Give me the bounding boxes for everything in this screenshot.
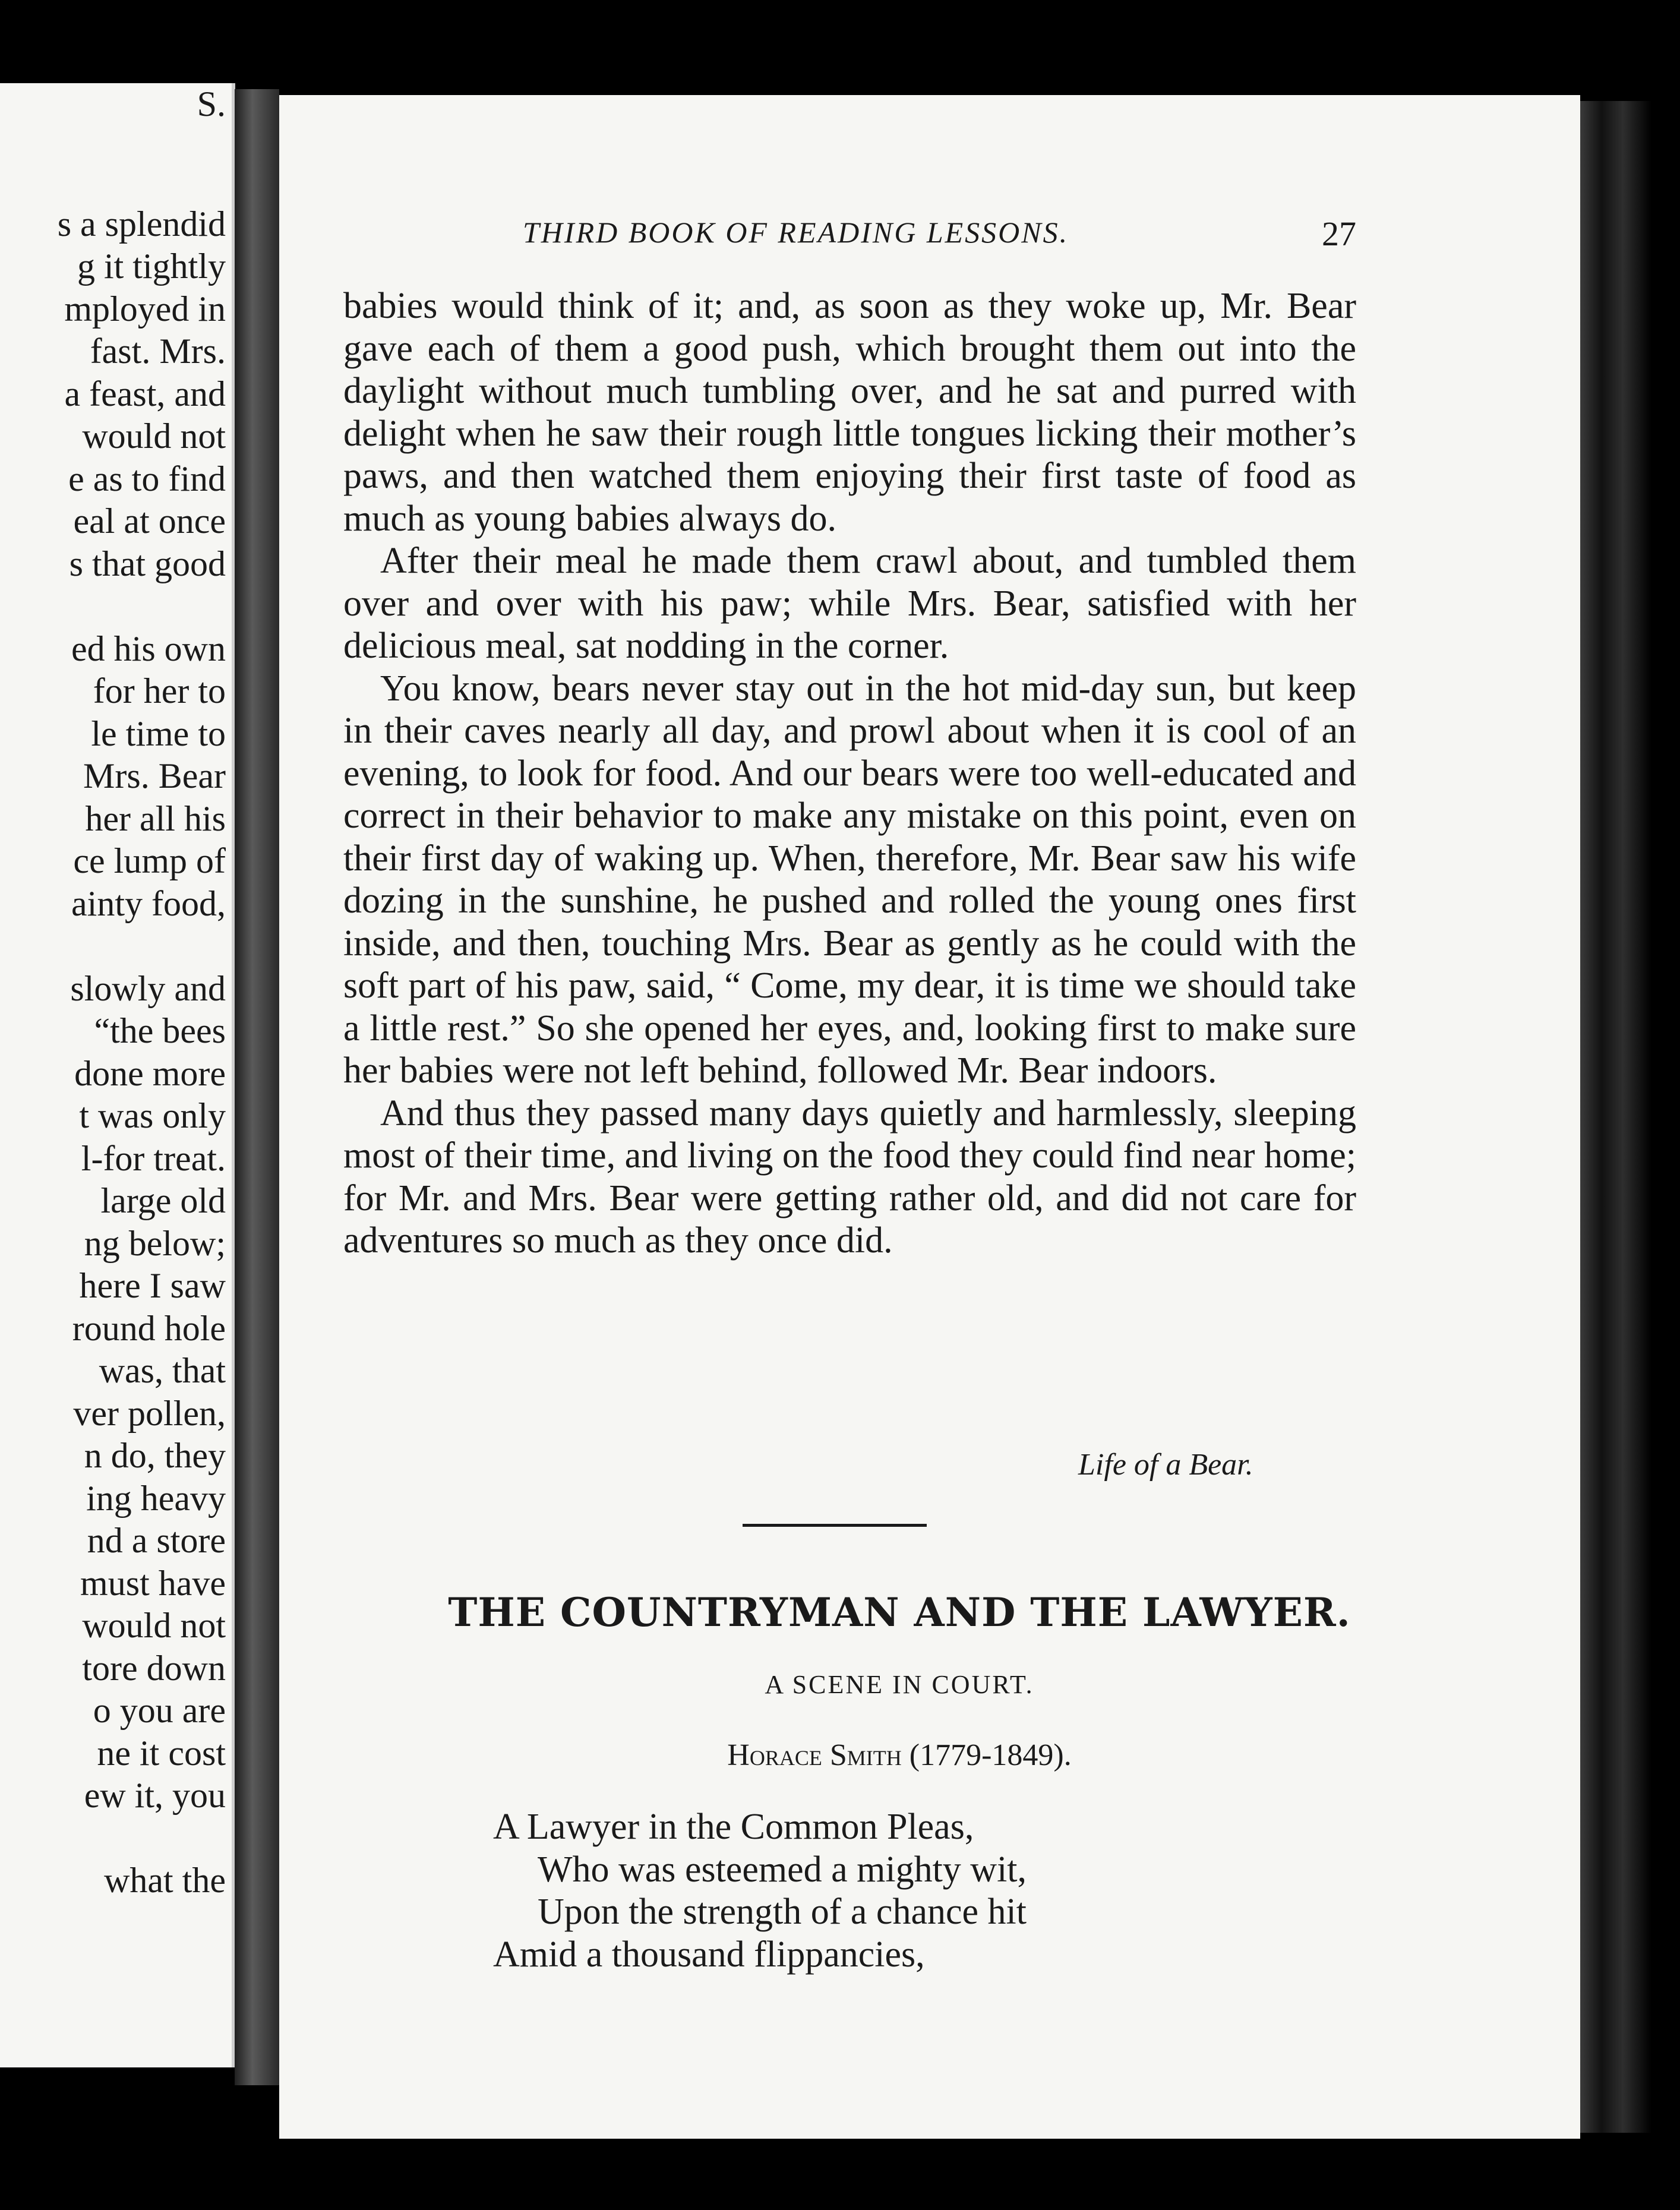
page-edges	[1580, 101, 1651, 2133]
left-text-line: s a splendid	[57, 204, 226, 244]
left-text-line: ing heavy	[86, 1478, 226, 1518]
left-text-line: eal at once	[73, 501, 226, 541]
left-text-line: would not	[82, 416, 226, 456]
left-text-line: round hole	[72, 1308, 226, 1348]
left-text-line: for her to	[93, 671, 226, 711]
source-attribution: Life of a Bear.	[1078, 1448, 1253, 1482]
book-binding	[235, 89, 279, 2085]
left-text-line: s that good	[69, 544, 226, 583]
left-text-line: nd a store	[87, 1521, 226, 1560]
line-gap	[0, 1817, 226, 1860]
left-text-line: ne it cost	[97, 1733, 226, 1773]
section-divider	[743, 1524, 927, 1527]
left-text-line: ver pollen,	[73, 1393, 226, 1433]
left-text-line: tore down	[82, 1648, 226, 1688]
left-text-line: large old	[100, 1181, 226, 1220]
left-text-line: ng below;	[84, 1223, 226, 1263]
left-text-line: n do, they	[84, 1436, 226, 1475]
left-text-line: ed his own	[71, 629, 226, 668]
left-text-line: g it tightly	[77, 247, 226, 286]
running-head: THIRD BOOK OF READING LESSONS.	[523, 216, 1069, 249]
left-text-line: a feast, and	[64, 374, 226, 413]
paragraph: After their meal he made them crawl about, and tumbled them over and over with his paw; while Mrs. Bear, satisfied with her delicious meal, sat nodding in the corner.	[343, 541, 1356, 666]
left-text-line: here I saw	[79, 1266, 226, 1305]
page-number: 27	[1322, 214, 1356, 253]
poem-line: A Lawyer in the Common Pleas,	[493, 1807, 974, 1847]
prose-body	[343, 285, 1356, 1262]
left-text-line: done more	[74, 1053, 226, 1093]
left-text-line: ainty food,	[71, 883, 226, 923]
left-text-line: ce lump of	[73, 841, 226, 880]
left-text-line: would not	[82, 1606, 226, 1645]
line-gap	[0, 925, 226, 968]
left-text-line: her all his	[85, 798, 226, 838]
paragraph: babies would think of it; and, as soon as they woke up, Mr. Bear gave each of them a good push, which brought them out into the daylight without much tumbling over, and he sat and purred with delight when he saw their rough little tongues licking their mother’s paws, and then watched them enjoying their first taste of food as much as young babies always do.	[343, 286, 1356, 539]
poem-title: THE COUNTRYMAN AND THE LAWYER.	[448, 1589, 1351, 1636]
left-text-line: o you are	[93, 1691, 226, 1730]
left-text-line: t was only	[79, 1096, 226, 1135]
left-text-line: was, that	[99, 1351, 226, 1390]
line-gap	[0, 585, 226, 628]
left-header-fragment: S.	[197, 84, 226, 124]
left-text-line: fast. Mrs.	[90, 332, 226, 371]
poem-line: Who was esteemed a mighty wit,	[538, 1849, 1027, 1890]
left-text-line: Mrs. Bear	[83, 756, 226, 795]
left-text-line: must have	[80, 1563, 226, 1603]
left-text-line: slowly and	[70, 968, 226, 1008]
paragraph: You know, bears never stay out in the hot mid-day sun, but keep in their caves nearly all day, and prowl about when it is cool of an evening, to look for food. And our bears were too well-educated and correct in their behavior to make any mistake on this point, even on their first day of waking up. When, therefore, Mr. Bear saw his wife dozing in the sunshine, he pushed and rolled the young ones first inside, and then, touching Mrs. Bear as gently as he could with the soft part of his paw, said, “ Come, my dear, it is time we should take a little rest.” So she opened her eyes, and, looking first to make sure her babies were not left behind, followed Mr. Bear indoors.	[343, 668, 1356, 1091]
left-text-line: “the bees	[94, 1011, 226, 1050]
poem-line: Amid a thousand flippancies,	[493, 1934, 925, 1975]
left-text-line: mployed in	[64, 289, 226, 329]
left-text-line: e as to find	[68, 459, 226, 498]
left-text-line: l-for treat.	[81, 1138, 226, 1178]
left-text-line: what the	[104, 1861, 226, 1900]
poem-line: Upon the strength of a chance hit	[538, 1892, 1027, 1932]
poem-subtitle: A SCENE IN COURT.	[765, 1670, 1034, 1699]
left-text-line: ew it, you	[84, 1776, 226, 1815]
paragraph: And thus they passed many days quietly and harmlessly, sleeping most of their time, and living on the food they could find near home; for Mr. and Mrs. Bear were getting rather old, and did not care for adventures so much as they once did.	[343, 1093, 1356, 1261]
left-text-line: le time to	[91, 713, 226, 753]
poem-author: Horace Smith (1779-1849).	[727, 1738, 1072, 1772]
poem-stanza	[493, 1806, 1027, 1976]
